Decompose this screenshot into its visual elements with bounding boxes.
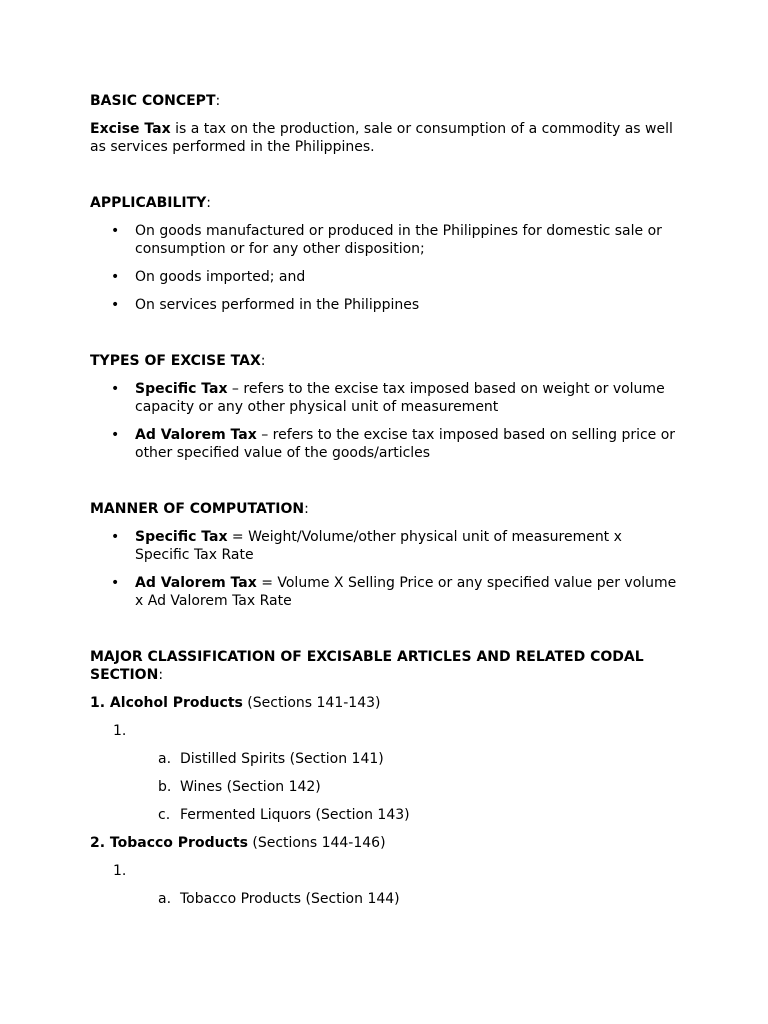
sub-item-letter: a. — [158, 891, 172, 907]
list-item-text: – refers to the excise tax imposed based on weight or volume capacity or any other physical unit of measurement — [135, 381, 665, 415]
document-body — [90, 92, 678, 918]
heading-colon: : — [206, 195, 212, 211]
heading-text: BASIC CONCEPT — [90, 93, 216, 109]
term: Excise Tax — [90, 121, 171, 137]
sub-item-letter: b. — [158, 779, 172, 795]
sub-item-letter: a. — [158, 751, 172, 767]
bullet-icon: • — [111, 297, 120, 313]
classification-heading — [90, 648, 678, 684]
list-item — [90, 268, 678, 286]
list-item — [90, 380, 678, 416]
group-sections: (Sections 141-143) — [242, 695, 381, 711]
list-item-text: = Volume X Selling Price or any specified value per volume x Ad Valorem Tax Rate — [135, 575, 677, 609]
group-sections: (Sections 144-146) — [247, 835, 386, 851]
sub-number: 1. — [113, 723, 127, 739]
bullet-icon: • — [111, 269, 120, 285]
sub-item-text: Tobacco Products (Section 144) — [180, 891, 400, 907]
applicability-list — [90, 222, 678, 314]
list-item — [90, 574, 678, 610]
list-item — [90, 222, 678, 258]
term: Specific Tax — [135, 381, 228, 397]
term: Specific Tax — [135, 529, 228, 545]
bullet-icon: • — [111, 223, 120, 239]
computation-list — [90, 528, 678, 610]
sub-item-text: Fermented Liquors (Section 143) — [180, 807, 410, 823]
list-item-text: = Weight/Volume/other physical unit of measurement x Specific Tax Rate — [135, 529, 622, 563]
computation-heading — [90, 500, 678, 518]
types-list — [90, 380, 678, 462]
heading-text: MANNER OF COMPUTATION — [90, 501, 305, 517]
list-item-text: – refers to the excise tax imposed based on selling price or other specified value of the goods/articles — [135, 427, 676, 461]
sub-item-letter: c. — [158, 807, 171, 823]
term: Ad Valorem Tax — [135, 427, 257, 443]
bullet-icon: • — [111, 529, 120, 545]
applicability-heading — [90, 194, 678, 212]
basic-concept-paragraph — [90, 120, 678, 156]
sub-item-text: Wines (Section 142) — [180, 779, 321, 795]
list-item-text: On goods manufactured or produced in the Philippines for domestic sale or consumption or for any other disposition; — [135, 223, 662, 257]
list-item — [90, 528, 678, 564]
bullet-icon: • — [111, 381, 120, 397]
list-item — [90, 296, 678, 314]
bullet-icon: • — [111, 427, 120, 443]
sub-item-text: Distilled Spirits (Section 141) — [180, 751, 384, 767]
heading-colon: : — [215, 93, 221, 109]
sub-item — [90, 778, 678, 796]
heading-text: TYPES OF EXCISE TAX — [90, 353, 261, 369]
list-item — [90, 426, 678, 462]
group-heading-tobacco — [90, 834, 678, 852]
sub-item — [90, 806, 678, 824]
heading-text: MAJOR CLASSIFICATION OF EXCISABLE ARTICLES AND RELATED CODAL SECTION — [90, 649, 644, 683]
sub-item — [90, 750, 678, 768]
heading-text: APPLICABILITY — [90, 195, 207, 211]
heading-colon: : — [260, 353, 266, 369]
types-heading — [90, 352, 678, 370]
basic-concept-heading — [90, 92, 678, 110]
bullet-icon: • — [111, 575, 120, 591]
list-item-text: On goods imported; and — [135, 269, 306, 285]
heading-colon: : — [158, 667, 164, 683]
list-item-text: On services performed in the Philippines — [135, 297, 420, 313]
definition-text: is a tax on the production, sale or consumption of a commodity as well as services performed in the Philippines. — [90, 121, 673, 155]
term: Ad Valorem Tax — [135, 575, 257, 591]
group-label: 2. Tobacco Products — [90, 835, 248, 851]
group-heading-alcohol — [90, 694, 678, 712]
heading-colon: : — [304, 501, 309, 517]
group-label: 1. Alcohol Products — [90, 695, 243, 711]
sub-number: 1. — [113, 863, 127, 879]
sub-item — [90, 890, 678, 908]
